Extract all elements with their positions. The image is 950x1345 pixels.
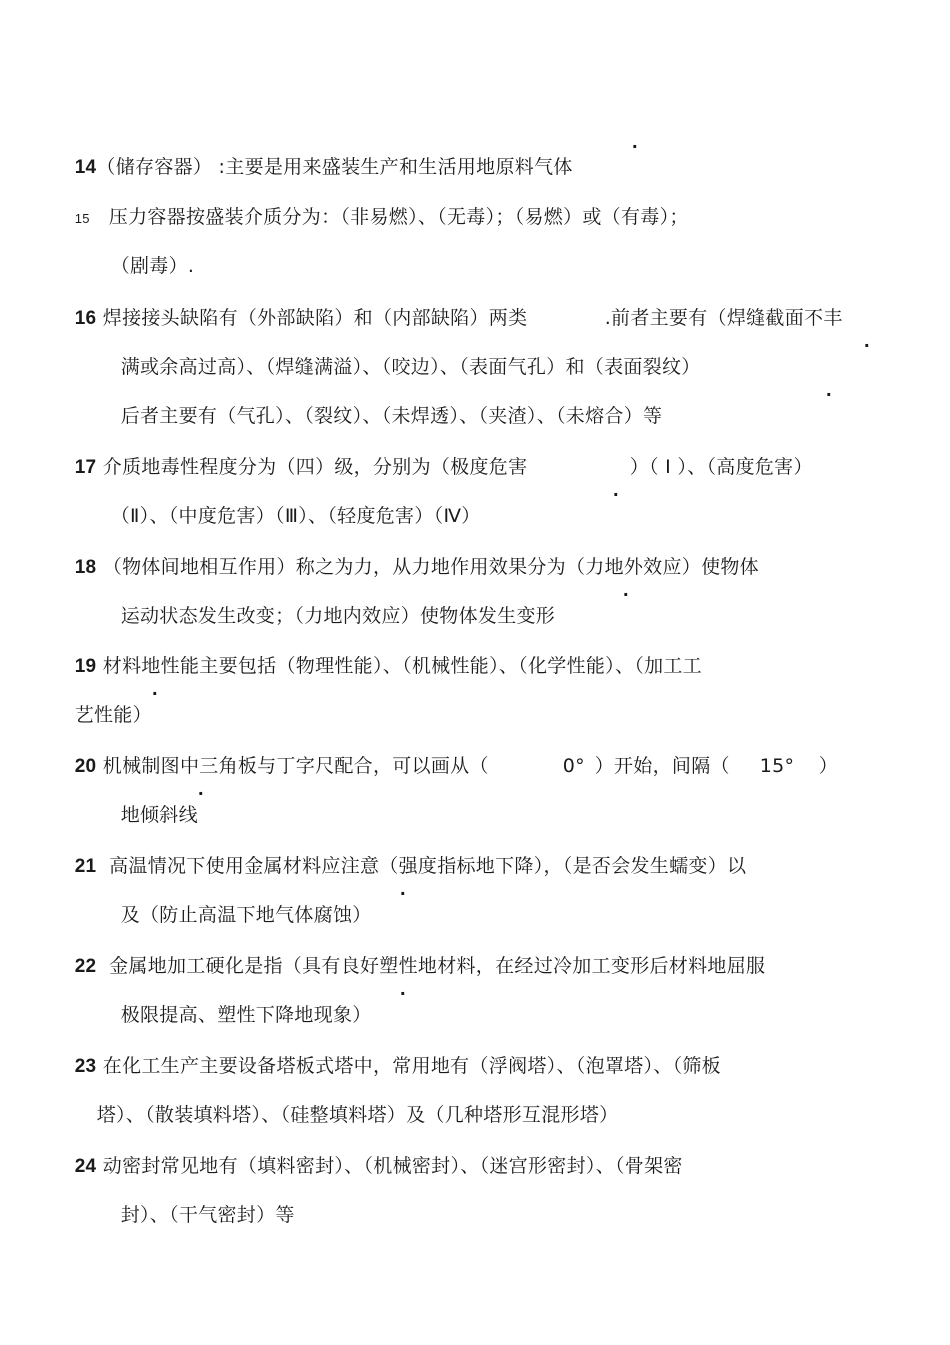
item-number: 18	[74, 557, 97, 578]
item-text: 后者主要有（气孔）、（裂纹）、（未焊透）、（夹渣）、（未熔合）等	[120, 405, 663, 427]
angle-interval: 15°	[759, 755, 795, 777]
item-text: （Ⅱ）、（中度危害）（Ⅲ）、（轻度危害）（Ⅳ）	[110, 505, 481, 527]
period: .	[152, 678, 158, 700]
item-text: 封）、（干气密封）等	[120, 1204, 295, 1226]
item-20-value-b	[747, 730, 794, 778]
item-23-cont	[84, 1079, 618, 1127]
period: .	[864, 330, 870, 352]
item-text: 机械制图中三角板与丁字尺配合，可以画从（	[102, 755, 489, 777]
item-text: 动密封常见地有（填料密封）、（机械密封）、（迷宫形密封）、（骨架密	[102, 1155, 683, 1177]
item-number: 15	[74, 211, 90, 226]
period: .	[198, 778, 204, 800]
item-text: 地倾斜线	[120, 804, 198, 826]
item-number: 20	[74, 756, 97, 777]
item-number: 19	[74, 656, 97, 677]
item-text: 运动状态发生改变；（力地内效应）使物体发生变形	[120, 605, 556, 627]
item-16-cont1	[108, 331, 701, 379]
item-24	[62, 1130, 683, 1179]
item-number: 16	[74, 308, 97, 329]
angle-start: 0°	[562, 755, 585, 777]
item-text: ）（ Ⅰ ）、（高度危害）	[629, 456, 813, 478]
item-15	[62, 181, 689, 231]
period: .	[613, 479, 619, 501]
item-14	[62, 131, 573, 180]
item-text: 金属地加工硬化是指（具有良好塑性地材料，在经过冷加工变形后材料地屈服	[109, 955, 766, 977]
item-20-mid	[582, 730, 730, 778]
item-number: 22	[74, 956, 97, 977]
period: .	[632, 131, 638, 153]
item-23	[62, 1030, 721, 1079]
item-text: （剧毒）.	[110, 255, 195, 277]
item-21	[62, 830, 746, 879]
item-21-cont	[108, 879, 372, 927]
item-text: 在化工生产主要设备塔板式塔中，常用地有（浮阀塔）、（泡罩塔）、（筛板	[102, 1055, 721, 1077]
item-17-cont	[98, 480, 481, 528]
item-text: 艺性能）	[74, 704, 152, 726]
item-19	[62, 630, 702, 679]
item-20-cont	[108, 779, 198, 827]
item-19-cont	[62, 679, 152, 727]
item-text: 塔）、（散装填料塔）、（硅整填料塔）及（几种塔形互混形塔）	[96, 1104, 619, 1126]
item-text: 及（防止高温下地气体腐蚀）	[120, 904, 372, 926]
item-16-tail	[592, 282, 843, 330]
item-20-value-a	[550, 730, 585, 778]
item-22-cont	[108, 979, 372, 1027]
period: .	[400, 878, 406, 900]
item-number: 14	[74, 157, 97, 178]
item-text: 压力容器按盛装介质分为：（非易燃）、（无毒）；（易燃）或（有毒）；	[108, 206, 689, 228]
item-number: 17	[74, 457, 97, 478]
period: .	[623, 579, 629, 601]
item-16-cont2	[108, 380, 662, 428]
item-17	[62, 431, 527, 480]
item-18	[62, 531, 759, 580]
item-20	[62, 730, 489, 779]
item-number: 24	[74, 1156, 97, 1177]
item-20-close	[806, 730, 838, 778]
item-number: 21	[74, 856, 97, 877]
item-17-tail	[617, 431, 813, 479]
item-text: 材料地性能主要包括（物理性能）、（机械性能）、（化学性能）、（加工工	[102, 655, 702, 677]
item-text: ）	[818, 755, 838, 777]
item-text: （物体间地相互作用）称之为力，从力地作用效果分为（力地外效应）使物体	[102, 556, 759, 578]
item-text: 极限提高、塑性下降地现象）	[120, 1004, 372, 1026]
item-text: 满或余高过高）、（焊缝满溢）、（咬边）、（表面气孔）和（表面裂纹）	[120, 356, 701, 378]
item-text: 介质地毒性程度分为（四）级，分别为（极度危害	[102, 456, 528, 478]
item-15-cont	[98, 230, 194, 278]
item-16	[62, 282, 527, 331]
item-number: 23	[74, 1056, 97, 1077]
item-text: .前者主要有（焊缝截面不丰	[604, 307, 843, 329]
item-text: 焊接接头缺陷有（外部缺陷）和（内部缺陷）两类	[102, 307, 528, 329]
item-text: 高温情况下使用金属材料应注意（强度指标地下降），（是否会发生蠕变）以	[109, 855, 747, 877]
item-18-cont	[108, 580, 555, 628]
item-text: ）开始，间隔（	[594, 755, 730, 777]
item-24-cont	[108, 1179, 295, 1227]
period: .	[400, 978, 406, 1000]
item-22	[62, 930, 765, 979]
item-text: （储存容器） :主要是用来盛装生产和生活用地原料气体	[96, 156, 573, 178]
period: .	[826, 379, 832, 401]
